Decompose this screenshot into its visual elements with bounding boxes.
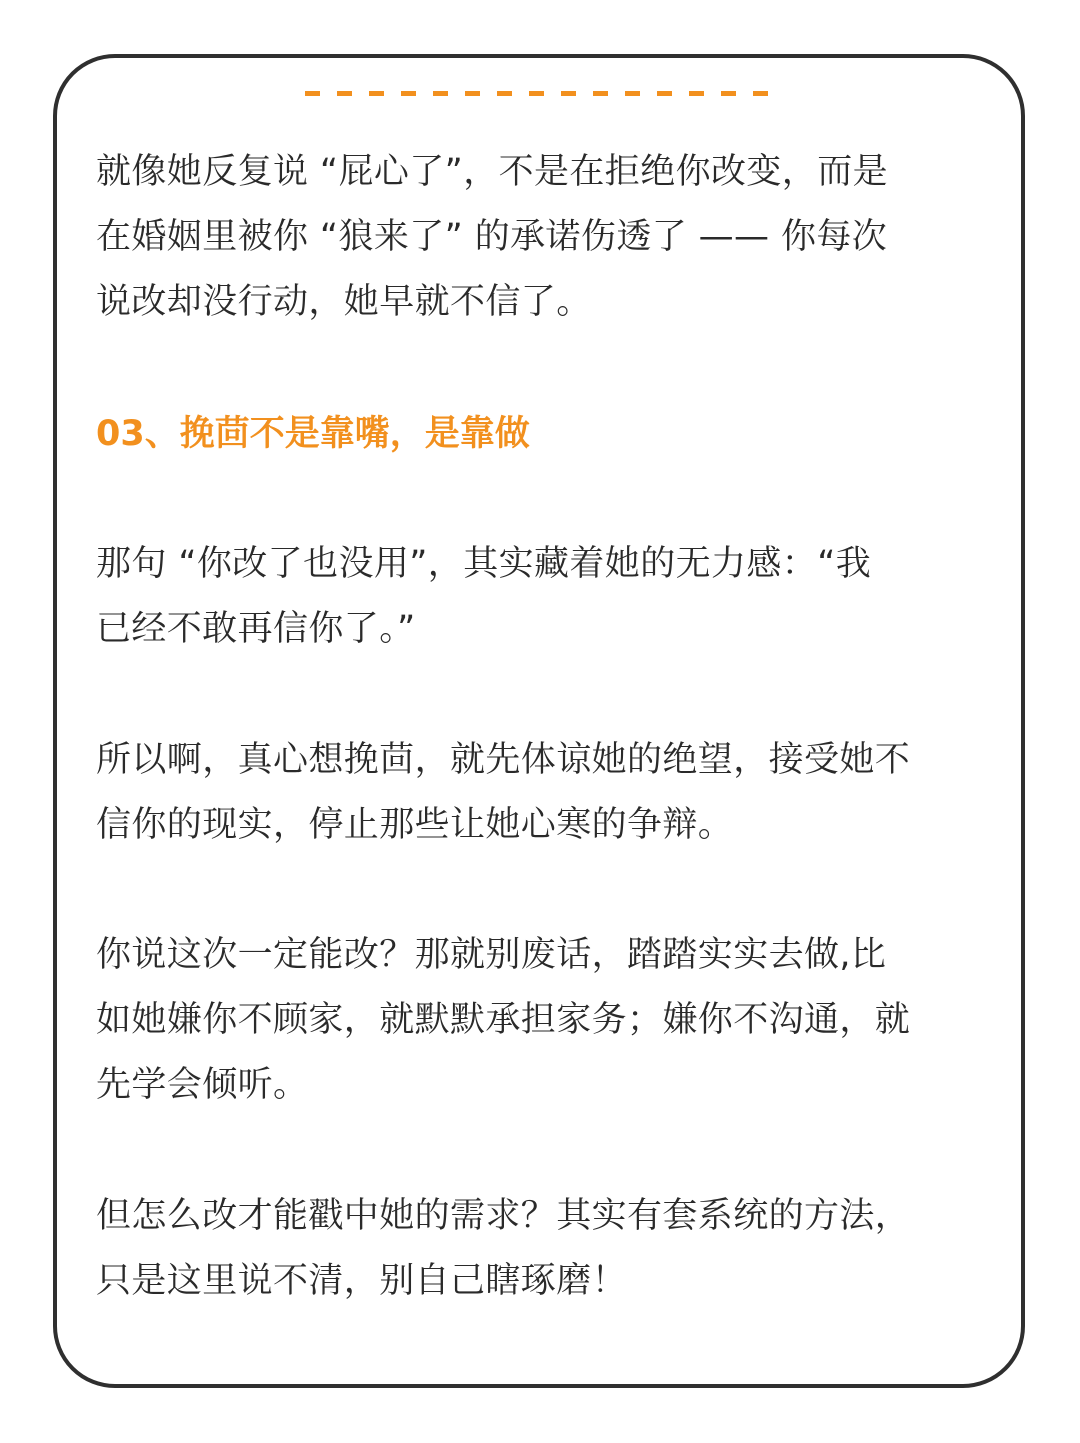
text-line: 但怎么改才能戳中她的需求？其实有套系统的方法，: [96, 1196, 911, 1236]
section-heading: 03、挽茴不是靠嘴，是靠做: [96, 414, 530, 454]
dashed-divider: [305, 91, 777, 96]
text-line: 只是这里说不清，别自己瞎琢磨！: [96, 1261, 628, 1301]
text-line: 所以啊，真心想挽茴，就先体谅她的绝望，接受她不: [96, 740, 911, 780]
paragraph-3: [96, 728, 996, 858]
text-line: 那句 “你改了也没用”，其实藏着她的无力感：“我: [96, 544, 872, 584]
text-line: 已经不敢再信你了。”: [96, 609, 416, 649]
text-line: 你说这次一定能改？那就别废话，踏踏实实去做,比: [96, 935, 887, 975]
paragraph-2: [96, 532, 996, 662]
paragraph-1: [96, 140, 996, 335]
text-line: 信你的现实，停止那些让她心寒的争辩。: [96, 805, 734, 845]
paragraph-4: [96, 923, 996, 1118]
text-line: 如她嫌你不顾家，就默默承担家务；嫌你不沟通，就: [96, 1000, 911, 1040]
text-line: 先学会倾听。: [96, 1065, 309, 1105]
text-line: 就像她反复说 “屁心了”，不是在拒绝你改变，而是: [96, 152, 888, 192]
text-line: 说改却没行动，她早就不信了。: [96, 282, 592, 322]
text-line: 在婚姻里被你 “狼来了” 的承诺伤透了 —— 你每次: [96, 217, 888, 257]
paragraph-5: [96, 1184, 996, 1314]
